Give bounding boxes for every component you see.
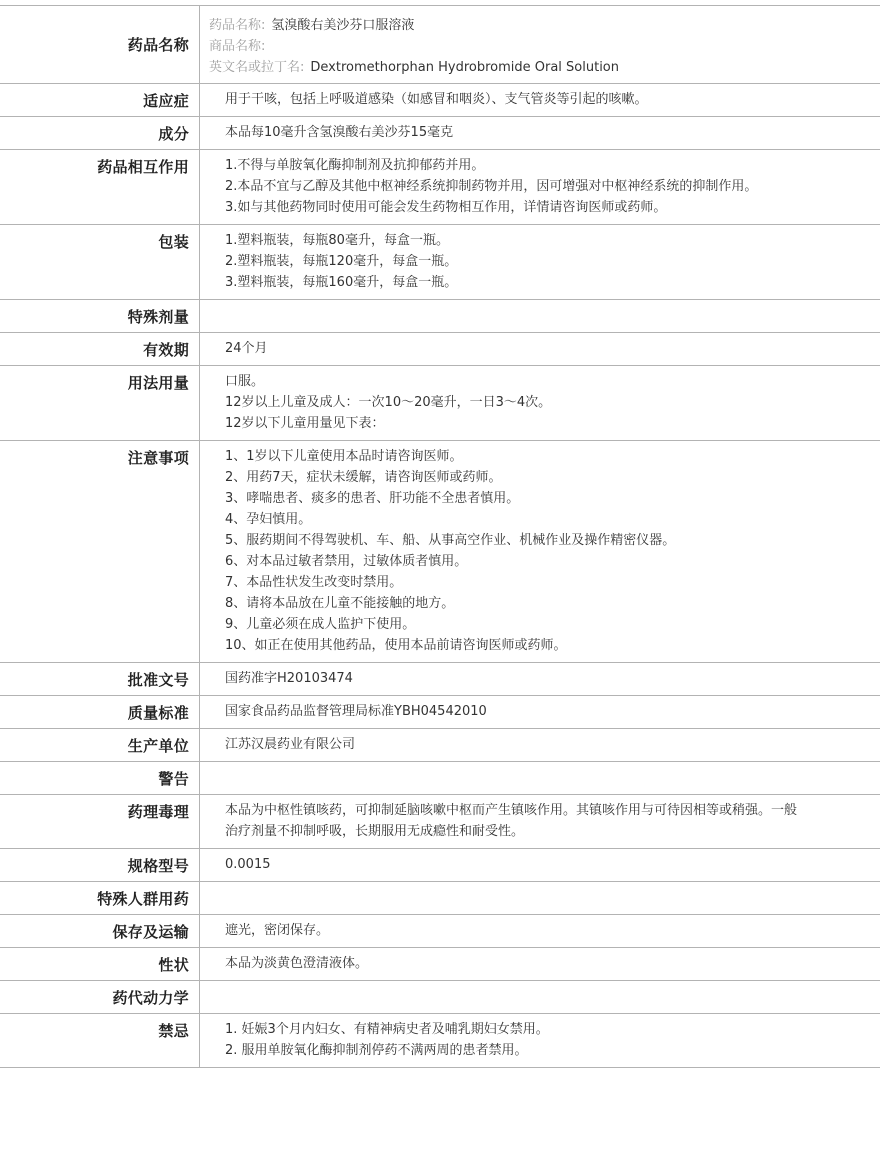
info-row bbox=[0, 225, 880, 300]
value-line: 6、对本品过敏者禁用，过敏体质者慎用。 bbox=[225, 554, 468, 569]
row-label: 生产单位 bbox=[0, 729, 200, 761]
value-line: 5、服药期间不得驾驶机、车、船、从事高空作业、机械作业及操作精密仪器。 bbox=[225, 533, 676, 548]
row-value bbox=[200, 729, 880, 761]
value-line: 1. 妊娠3个月内妇女、有精神病史者及哺乳期妇女禁用。 bbox=[225, 1022, 549, 1037]
value-line: 7、本品性状发生改变时禁用。 bbox=[225, 575, 403, 590]
row-label: 药品名称 bbox=[0, 6, 200, 83]
info-row bbox=[0, 915, 880, 948]
info-row bbox=[0, 762, 880, 795]
value-line: 本品为淡黄色澄清液体。 bbox=[225, 956, 369, 971]
info-row bbox=[0, 366, 880, 441]
row-value bbox=[200, 948, 880, 980]
value-line: 4、孕妇慎用。 bbox=[225, 512, 312, 527]
row-value bbox=[200, 441, 880, 662]
value-line: 24个月 bbox=[225, 341, 268, 356]
drug-info-table bbox=[0, 5, 880, 1068]
value-line: 国药准字H20103474 bbox=[225, 671, 353, 686]
row-value bbox=[200, 882, 880, 914]
row-value bbox=[200, 795, 880, 848]
row-label: 性状 bbox=[0, 948, 200, 980]
value-line: 8、请将本品放在儿童不能接触的地方。 bbox=[225, 596, 455, 611]
row-label: 包装 bbox=[0, 225, 200, 299]
value-line: 0.0015 bbox=[225, 857, 271, 872]
value-line: 10、如正在使用其他药品，使用本品前请咨询医师或药师。 bbox=[225, 638, 567, 653]
row-label: 药代动力学 bbox=[0, 981, 200, 1013]
info-row bbox=[0, 948, 880, 981]
value-line: 2. 服用单胺氧化酶抑制剂停药不满两周的患者禁用。 bbox=[225, 1043, 528, 1058]
info-row bbox=[0, 696, 880, 729]
info-row bbox=[0, 333, 880, 366]
generic-name-line bbox=[209, 15, 800, 36]
info-row bbox=[0, 117, 880, 150]
row-label: 用法用量 bbox=[0, 366, 200, 440]
info-row bbox=[0, 795, 880, 849]
row-label: 药理毒理 bbox=[0, 795, 200, 848]
row-value bbox=[200, 663, 880, 695]
row-value bbox=[200, 762, 880, 794]
row-label: 注意事项 bbox=[0, 441, 200, 662]
row-value bbox=[200, 117, 880, 149]
english-name-value: Dextromethorphan Hydrobromide Oral Solution bbox=[310, 60, 620, 75]
value-line: 2、用药7天，症状未缓解，请咨询医师或药师。 bbox=[225, 470, 502, 485]
row-label: 适应症 bbox=[0, 84, 200, 116]
english-name-line bbox=[209, 57, 800, 78]
value-line: 2.本品不宜与乙醇及其他中枢神经系统抑制药物并用，因可增强对中枢神经系统的抑制作用。 bbox=[225, 179, 758, 194]
row-drug-name bbox=[0, 6, 880, 84]
row-label: 药品相互作用 bbox=[0, 150, 200, 224]
info-row bbox=[0, 729, 880, 762]
value-line: 12岁以上儿童及成人：一次10～20毫升，一日3～4次。 bbox=[225, 395, 552, 410]
english-name-key: 英文名或拉丁名: bbox=[209, 60, 305, 75]
info-row bbox=[0, 981, 880, 1014]
row-label: 批准文号 bbox=[0, 663, 200, 695]
row-label: 特殊剂量 bbox=[0, 300, 200, 332]
value-line: 国家食品药品监督管理局标准YBH04542010 bbox=[225, 704, 487, 719]
row-label: 特殊人群用药 bbox=[0, 882, 200, 914]
value-line: 江苏汉晨药业有限公司 bbox=[225, 737, 356, 752]
info-row bbox=[0, 441, 880, 663]
row-value bbox=[200, 84, 880, 116]
row-value bbox=[200, 1014, 880, 1067]
value-line: 2.塑料瓶装，每瓶120毫升，每盒一瓶。 bbox=[225, 254, 458, 269]
row-value bbox=[200, 300, 880, 332]
value-line: 1、1岁以下儿童使用本品时请咨询医师。 bbox=[225, 449, 463, 464]
value-line: 1.不得与单胺氧化酶抑制剂及抗抑郁药并用。 bbox=[225, 158, 485, 173]
value-line: 3.如与其他药物同时使用可能会发生药物相互作用，详情请咨询医师或药师。 bbox=[225, 200, 667, 215]
generic-name-key: 药品名称: bbox=[209, 18, 266, 33]
info-row bbox=[0, 849, 880, 882]
row-value bbox=[200, 915, 880, 947]
info-row bbox=[0, 150, 880, 225]
row-value bbox=[200, 696, 880, 728]
row-label: 禁忌 bbox=[0, 1014, 200, 1067]
row-label: 规格型号 bbox=[0, 849, 200, 881]
info-row bbox=[0, 663, 880, 696]
value-line: 口服。 bbox=[225, 374, 265, 389]
value-line: 本品每10毫升含氢溴酸右美沙芬15毫克 bbox=[225, 125, 454, 140]
row-value bbox=[200, 849, 880, 881]
info-row bbox=[0, 84, 880, 117]
row-label: 成分 bbox=[0, 117, 200, 149]
info-row bbox=[0, 882, 880, 915]
row-value bbox=[200, 6, 880, 83]
row-value bbox=[200, 981, 880, 1013]
value-line: 用于干咳，包括上呼吸道感染（如感冒和咽炎）、支气管炎等引起的咳嗽。 bbox=[225, 92, 648, 107]
row-value bbox=[200, 333, 880, 365]
row-value bbox=[200, 150, 880, 224]
value-line: 1.塑料瓶装，每瓶80毫升，每盒一瓶。 bbox=[225, 233, 449, 248]
generic-name-value: 氢溴酸右美沙芬口服溶液 bbox=[271, 18, 415, 33]
row-label: 质量标准 bbox=[0, 696, 200, 728]
trade-name-line bbox=[209, 36, 800, 57]
row-value bbox=[200, 366, 880, 440]
row-label: 有效期 bbox=[0, 333, 200, 365]
info-row bbox=[0, 1014, 880, 1068]
info-rows bbox=[0, 84, 880, 1068]
info-row bbox=[0, 300, 880, 333]
value-line: 12岁以下儿童用量见下表： bbox=[225, 416, 385, 431]
row-label: 警告 bbox=[0, 762, 200, 794]
value-line: 9、儿童必须在成人监护下使用。 bbox=[225, 617, 416, 632]
value-line: 本品为中枢性镇咳药，可抑制延脑咳嗽中枢而产生镇咳作用。其镇咳作用与可待因相等或稍强。一般治疗剂量不抑制呼吸，长期服用无成瘾性和耐受性。 bbox=[225, 803, 798, 839]
trade-name-key: 商品名称: bbox=[209, 39, 266, 54]
value-line: 3、哮喘患者、痰多的患者、肝功能不全患者慎用。 bbox=[225, 491, 520, 506]
value-line: 遮光，密闭保存。 bbox=[225, 923, 330, 938]
value-line: 3.塑料瓶装，每瓶160毫升，每盒一瓶。 bbox=[225, 275, 458, 290]
row-label: 保存及运输 bbox=[0, 915, 200, 947]
row-value bbox=[200, 225, 880, 299]
